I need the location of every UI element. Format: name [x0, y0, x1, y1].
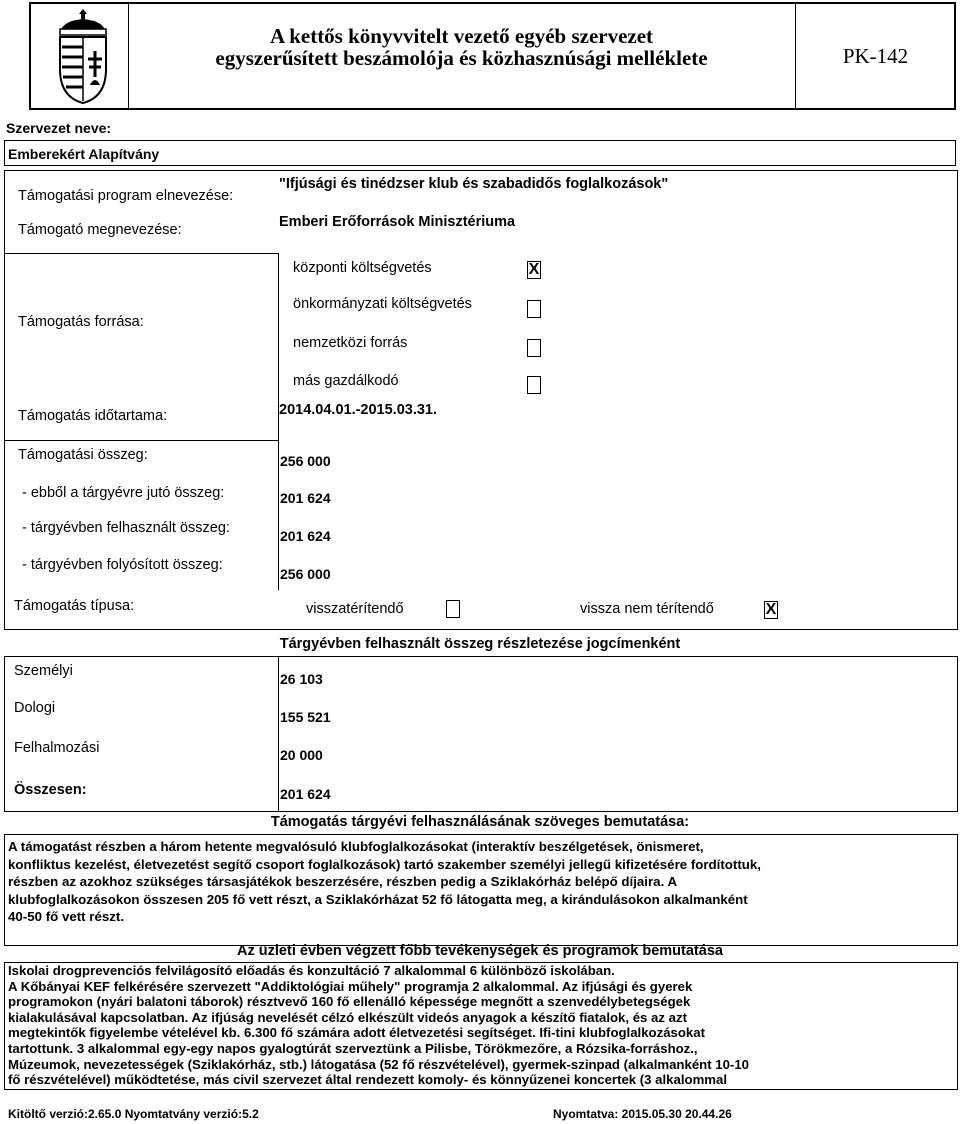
source-option-checkbox[interactable] [527, 300, 541, 318]
footer-printed: Nyomtatva: 2015.05.30 20.44.26 [553, 1107, 732, 1121]
usage-line: konfliktus kezelést, életvezetést segítő csoport foglalkozások) tartó szakember személyi jellegű kifizetésére fordítottuk, [8, 856, 761, 872]
form-code: PK-142 [842, 44, 909, 68]
amount-label: - tárgyévben folyósított összeg: [22, 557, 223, 573]
activities-line: tartottunk. 3 alkalommal egy-egy napos gyalogtúrát szerveztünk a Pilisbe, Törökmezőre, a Rózsika-forráshoz., [8, 1040, 698, 1056]
activities-line: A Kőbányai KEF felkérésére szervezett "Addiktológiai műhely" programja 2 alkalommal. Az ifjúsági és gyerek [8, 978, 693, 994]
coat-of-arms-icon [48, 7, 118, 107]
duration-value: 2014.04.01.-2015.03.31. [279, 402, 438, 418]
org-name-label: Szervezet neve: [6, 120, 112, 136]
source-label: Támogatás forrása: [18, 314, 144, 330]
support-type-label: Támogatás típusa: [14, 598, 135, 614]
breakdown-value: 20 000 [280, 747, 323, 763]
breakdown-label: Személyi [14, 663, 73, 679]
activities-title: Az üzleti évben végzett főbb tevékenységek és programok bemutatása [237, 943, 723, 959]
amount-label: - tárgyévben felhasznált összeg: [22, 520, 230, 536]
footer-version: Kitöltő verzió:2.65.0 Nyomtatvány verzió:5.2 [8, 1107, 259, 1121]
activities-line: Iskolai drogprevenciós felvilágosító előadás és konzultáció 7 alkalommal 6 különböző iskolában. [8, 963, 615, 978]
source-option-checkbox[interactable] [527, 376, 541, 394]
amount-value: 201 624 [280, 528, 331, 544]
source-option-label: önkormányzati költségvetés [293, 296, 472, 312]
duration-label: Támogatás időtartama: [18, 408, 168, 424]
breakdown-value: 155 521 [280, 709, 331, 725]
usage-line: A támogatást részben a három hetente megvalósuló klubfoglalkozásokat (interaktív beszélgetések, önismeret, [8, 839, 704, 854]
program-name-value: "Ifjúsági és tinédzser klub és szabadidős foglalkozások" [279, 176, 669, 192]
program-name-label: Támogatási program elnevezése: [18, 188, 234, 204]
nonrefundable-label: vissza nem térítendő [580, 601, 714, 617]
amount-label: Támogatási összeg: [18, 447, 148, 463]
usage-title: Támogatás tárgyévi felhasználásának szöveges bemutatása: [270, 814, 690, 830]
activities-line: fő részvételével) működtetése, más civil szervezet által rendezett komoly- és könnyűzenei koncertek (3 alkalommal [8, 1072, 728, 1088]
usage-line: klubfoglalkozásokon összesen 205 fő vett részt, a Sziklakórházat 52 fő látogatta meg, a kirándulásokon alkalmanként [8, 891, 748, 907]
refundable-label: visszatérítendő [306, 601, 404, 617]
source-option-label: nemzetközi forrás [293, 335, 408, 351]
activities-line: kialakulásával kapcsolatban. Az ifjúság nevelését célzó elkészült videós anyagok a készítő fiatalok, és az azt [8, 1009, 687, 1025]
breakdown-total-label: Összesen: [14, 782, 87, 798]
form-title-line2: egyszerűsített beszámolója és közhasznúsági melléklete [215, 46, 708, 70]
refundable-checkbox[interactable] [446, 600, 460, 618]
supporter-label: Támogató megnevezése: [18, 222, 182, 238]
source-option-label: más gazdálkodó [293, 373, 399, 389]
activities-text [8, 963, 954, 1088]
usage-text [8, 838, 954, 926]
source-option-label: központi költségvetés [293, 260, 432, 276]
amount-value: 256 000 [280, 566, 331, 582]
usage-line: részben az azokhoz szükséges társasjátékok beszerzésére, részben pedig a Sziklakórház belépő díjaira. A [8, 874, 678, 889]
activities-line: megtekintők figyelembe vételével kb. 6.300 fő számára adott életvezetési segítséget. Ifi-tini klubfoglalkozásokat [8, 1025, 705, 1041]
supporter-value: Emberi Erőforrások Minisztériuma [279, 214, 516, 230]
amount-value: 256 000 [280, 453, 331, 469]
breakdown-label: Felhalmozási [14, 740, 100, 756]
activities-line: programokon (nyári balatoni táborok) résztvevő 160 fő ellenálló képessége megnőtt a szenvedélybetegségek [8, 994, 691, 1010]
activities-line: Múzeumok, nevezetességek (Sziklakórház, stb.) látogatása (52 fő részvételével), gyermek-szinpad (alkalmanként 10-10 [8, 1056, 749, 1072]
source-option-checkbox[interactable] [527, 339, 541, 357]
breakdown-title: Tárgyévben felhasznált összeg részletezése jogcímenként [279, 636, 681, 652]
org-name-value: Emberekért Alapítvány [8, 146, 160, 162]
breakdown-box [4, 656, 958, 812]
breakdown-value: 26 103 [280, 671, 323, 687]
breakdown-total-value: 201 624 [280, 786, 331, 802]
amount-label: - ebből a tárgyévre jutó összeg: [22, 485, 225, 501]
amount-value: 201 624 [280, 490, 331, 506]
nonrefundable-checkbox[interactable]: X [765, 601, 777, 618]
usage-line: 40-50 fő vett részt. [8, 909, 125, 924]
form-title-line1: A kettős könyvvitelt vezető egyéb szervezet [269, 24, 654, 48]
source-option-checkbox[interactable]: X [528, 261, 540, 278]
breakdown-label: Dologi [14, 700, 56, 716]
